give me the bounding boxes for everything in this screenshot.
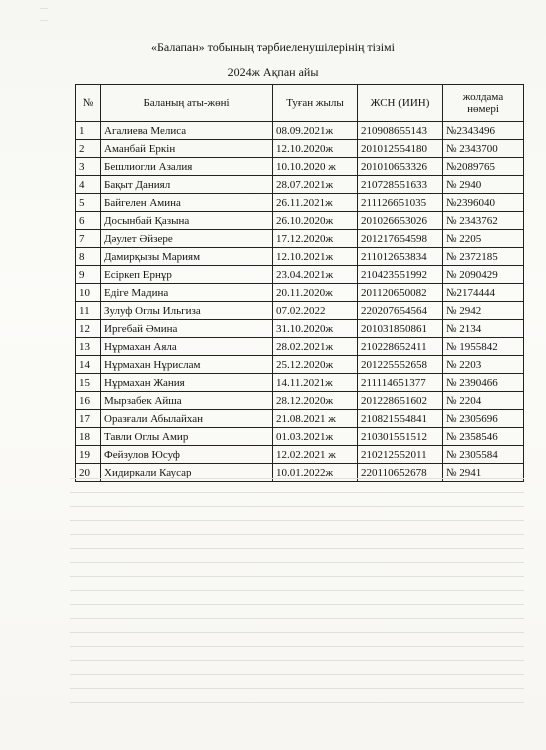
table-row bbox=[76, 212, 524, 230]
cell-number: 14 bbox=[76, 356, 101, 374]
table-row bbox=[76, 302, 524, 320]
cell-iin: 210228652411 bbox=[358, 338, 443, 356]
header-iin: ЖСН (ИИН) bbox=[358, 85, 443, 122]
header-name: Баланың аты-жөні bbox=[101, 85, 273, 122]
bleed-through-line bbox=[70, 618, 524, 619]
cell-number: 18 bbox=[76, 428, 101, 446]
cell-referral: № 2940 bbox=[443, 176, 524, 194]
table-row bbox=[76, 428, 524, 446]
cell-iin: 201031850861 bbox=[358, 320, 443, 338]
cell-name: Оразғали Абылайхан bbox=[101, 410, 273, 428]
cell-name: Досынбай Қазына bbox=[101, 212, 273, 230]
cell-referral: № 2305696 bbox=[443, 410, 524, 428]
cell-name: Агалиева Мелиса bbox=[101, 122, 273, 140]
cell-birth-date: 26.10.2020ж bbox=[273, 212, 358, 230]
table-row bbox=[76, 446, 524, 464]
bleed-through-line bbox=[70, 576, 524, 577]
children-roster-table bbox=[75, 84, 524, 482]
table-row bbox=[76, 266, 524, 284]
cell-iin: 220207654564 bbox=[358, 302, 443, 320]
cell-referral: №2089765 bbox=[443, 158, 524, 176]
cell-birth-date: 25.12.2020ж bbox=[273, 356, 358, 374]
bleed-through-line bbox=[70, 660, 524, 661]
cell-referral: № 2942 bbox=[443, 302, 524, 320]
cell-name: Бақыт Даниял bbox=[101, 176, 273, 194]
table-row bbox=[76, 230, 524, 248]
cell-iin: 210728551633 bbox=[358, 176, 443, 194]
cell-birth-date: 20.11.2020ж bbox=[273, 284, 358, 302]
cell-birth-date: 31.10.2020ж bbox=[273, 320, 358, 338]
cell-birth-date: 01.03.2021ж bbox=[273, 428, 358, 446]
cell-number: 12 bbox=[76, 320, 101, 338]
table-row bbox=[76, 248, 524, 266]
cell-number: 7 bbox=[76, 230, 101, 248]
cell-iin: 201217654598 bbox=[358, 230, 443, 248]
cell-iin: 201026653026 bbox=[358, 212, 443, 230]
bleed-through-line bbox=[70, 646, 524, 647]
table-row bbox=[76, 374, 524, 392]
table-row bbox=[76, 194, 524, 212]
cell-birth-date: 12.10.2021ж bbox=[273, 248, 358, 266]
cell-number: 6 bbox=[76, 212, 101, 230]
cell-name: Дәулет Әйзере bbox=[101, 230, 273, 248]
cell-birth-date: 17.12.2020ж bbox=[273, 230, 358, 248]
cell-number: 19 bbox=[76, 446, 101, 464]
cell-name: Бешлиогли Азалия bbox=[101, 158, 273, 176]
cell-iin: 201120650082 bbox=[358, 284, 443, 302]
bleed-through-line bbox=[70, 674, 524, 675]
cell-iin: 201012554180 bbox=[358, 140, 443, 158]
cell-number: 3 bbox=[76, 158, 101, 176]
cell-referral: №2396040 bbox=[443, 194, 524, 212]
cell-referral: №2174444 bbox=[443, 284, 524, 302]
cell-birth-date: 10.01.2022ж bbox=[273, 464, 358, 482]
cell-birth-date: 08.09.2021ж bbox=[273, 122, 358, 140]
cell-iin: 201010653326 bbox=[358, 158, 443, 176]
cell-name: Хидиркали Каусар bbox=[101, 464, 273, 482]
table-row bbox=[76, 338, 524, 356]
table-row bbox=[76, 410, 524, 428]
bleed-through-line bbox=[70, 590, 524, 591]
cell-number: 1 bbox=[76, 122, 101, 140]
cell-number: 16 bbox=[76, 392, 101, 410]
cell-birth-date: 26.11.2021ж bbox=[273, 194, 358, 212]
cell-birth-date: 28.12.2020ж bbox=[273, 392, 358, 410]
bleed-through-line bbox=[70, 548, 524, 549]
cell-birth-date: 21.08.2021 ж bbox=[273, 410, 358, 428]
cell-referral: № 1955842 bbox=[443, 338, 524, 356]
cell-referral: № 2343762 bbox=[443, 212, 524, 230]
cell-number: 8 bbox=[76, 248, 101, 266]
table-row bbox=[76, 320, 524, 338]
table-row bbox=[76, 176, 524, 194]
cell-name: Дамирқызы Мариям bbox=[101, 248, 273, 266]
table-row bbox=[76, 140, 524, 158]
cell-referral: № 2941 bbox=[443, 464, 524, 482]
cell-iin: 211114651377 bbox=[358, 374, 443, 392]
document-subtitle: 2024ж Ақпан айы bbox=[227, 65, 319, 79]
cell-referral: № 2204 bbox=[443, 392, 524, 410]
cell-number: 17 bbox=[76, 410, 101, 428]
cell-iin: 211012653834 bbox=[358, 248, 443, 266]
bleed-through-line bbox=[70, 702, 524, 703]
cell-name: Нұрмахан Жания bbox=[101, 374, 273, 392]
bleed-through-line bbox=[70, 520, 524, 521]
cell-name: Нұрмахан Нұрислам bbox=[101, 356, 273, 374]
cell-name: Нұрмахан Аяла bbox=[101, 338, 273, 356]
cell-number: 15 bbox=[76, 374, 101, 392]
header-number: № bbox=[76, 85, 101, 122]
table-header-row bbox=[76, 85, 524, 122]
bleed-through-line bbox=[70, 604, 524, 605]
cell-birth-date: 14.11.2021ж bbox=[273, 374, 358, 392]
cell-referral: № 2390466 bbox=[443, 374, 524, 392]
cell-name: Аманбай Еркін bbox=[101, 140, 273, 158]
cell-birth-date: 28.07.2021ж bbox=[273, 176, 358, 194]
bleed-through-line bbox=[70, 632, 524, 633]
cell-birth-date: 12.10.2020ж bbox=[273, 140, 358, 158]
bleed-through-line bbox=[70, 534, 524, 535]
table-row bbox=[76, 122, 524, 140]
cell-number: 9 bbox=[76, 266, 101, 284]
table-row bbox=[76, 392, 524, 410]
cell-name: Фейзулов Юсуф bbox=[101, 446, 273, 464]
cell-iin: 201228651602 bbox=[358, 392, 443, 410]
cell-referral: №2343496 bbox=[443, 122, 524, 140]
cell-number: 10 bbox=[76, 284, 101, 302]
cell-iin: 210301551512 bbox=[358, 428, 443, 446]
cell-iin: 211126651035 bbox=[358, 194, 443, 212]
cell-referral: № 2372185 bbox=[443, 248, 524, 266]
cell-iin: 210908655143 bbox=[358, 122, 443, 140]
cell-iin: 210821554841 bbox=[358, 410, 443, 428]
bleed-through-line bbox=[70, 478, 524, 479]
cell-number: 13 bbox=[76, 338, 101, 356]
cell-number: 20 bbox=[76, 464, 101, 482]
cell-referral: № 2203 bbox=[443, 356, 524, 374]
document-title: «Балапан» тобының тәрбиеленушілерінің тізімі bbox=[151, 40, 395, 54]
cell-birth-date: 10.10.2020 ж bbox=[273, 158, 358, 176]
cell-iin: 210212552011 bbox=[358, 446, 443, 464]
cell-name: Зулуф Оглы Ильгиза bbox=[101, 302, 273, 320]
cell-name: Байгелен Амина bbox=[101, 194, 273, 212]
cell-name: Едіге Мадина bbox=[101, 284, 273, 302]
cell-referral: № 2358546 bbox=[443, 428, 524, 446]
header-birth-year: Туған жылы bbox=[273, 85, 358, 122]
cell-iin: 210423551992 bbox=[358, 266, 443, 284]
cell-referral: № 2205 bbox=[443, 230, 524, 248]
cell-name: Есіркеп Ернұр bbox=[101, 266, 273, 284]
bleed-through-line bbox=[70, 492, 524, 493]
bleed-through-line bbox=[70, 562, 524, 563]
cell-referral: № 2343700 bbox=[443, 140, 524, 158]
cell-name: Мырзабек Айша bbox=[101, 392, 273, 410]
cell-number: 5 bbox=[76, 194, 101, 212]
cell-referral: № 2134 bbox=[443, 320, 524, 338]
cell-number: 11 bbox=[76, 302, 101, 320]
cell-number: 4 bbox=[76, 176, 101, 194]
bleed-through-text: — bbox=[40, 15, 48, 24]
cell-birth-date: 23.04.2021ж bbox=[273, 266, 358, 284]
table-row bbox=[76, 284, 524, 302]
table-row bbox=[76, 158, 524, 176]
bleed-through-line bbox=[70, 688, 524, 689]
cell-name: Тавли Оглы Амир bbox=[101, 428, 273, 446]
cell-iin: 220110652678 bbox=[358, 464, 443, 482]
bleed-through-line bbox=[70, 506, 524, 507]
cell-name: Иргебай Әмина bbox=[101, 320, 273, 338]
cell-iin: 201225552658 bbox=[358, 356, 443, 374]
cell-birth-date: 07.02.2022 bbox=[273, 302, 358, 320]
cell-birth-date: 12.02.2021 ж bbox=[273, 446, 358, 464]
bleed-through-text: — bbox=[40, 3, 48, 12]
cell-referral: № 2090429 bbox=[443, 266, 524, 284]
cell-referral: № 2305584 bbox=[443, 446, 524, 464]
header-referral-number: жолдама нөмері bbox=[443, 85, 524, 122]
cell-number: 2 bbox=[76, 140, 101, 158]
cell-birth-date: 28.02.2021ж bbox=[273, 338, 358, 356]
table-row bbox=[76, 356, 524, 374]
